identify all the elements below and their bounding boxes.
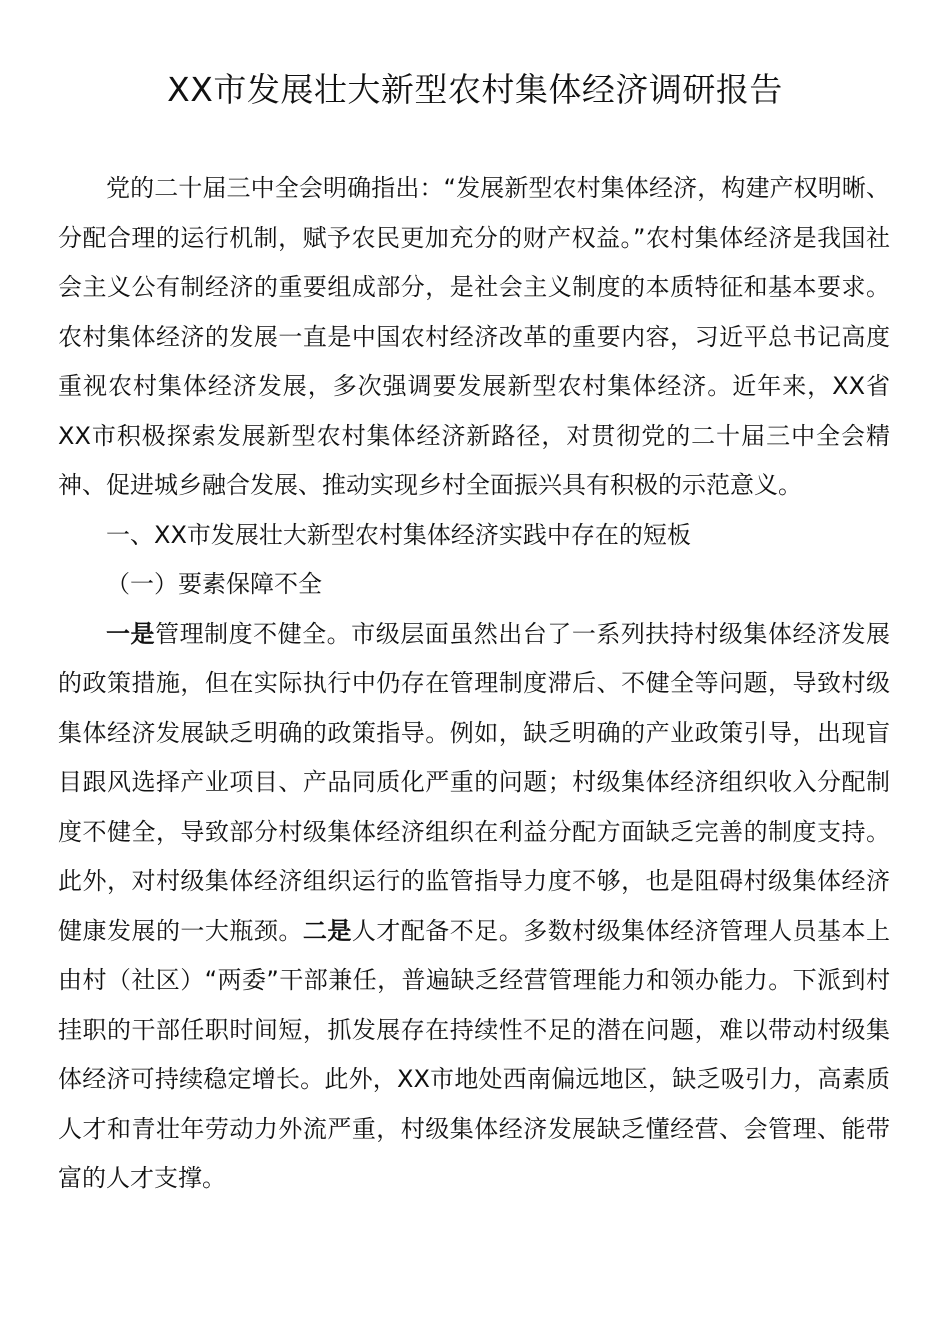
- document-body: [58, 164, 890, 1204]
- point-2-text: 人才配备不足。多数村级集体经济管理人员基本上由村（社区）“两委”干部兼任，普遍缺乏经营管理能力和领办能力。下派到村挂职的干部任职时间短，抓发展存在持续性不足的潜在问题，难以带动村级集体经济可持续稳定增长。此外，XX市地处西南偏远地区，缺乏吸引力，高素质人才和青壮年劳动力外流严重，村级集体经济发展缺乏懂经营、会管理、能带富的人才支撑。: [58, 916, 891, 1192]
- point-1-label: 一是: [106, 619, 156, 648]
- intro-paragraph: 党的二十届三中全会明确指出：“发展新型农村集体经济，构建产权明晰、分配合理的运行机制，赋予农民更加充分的财产权益。”农村集体经济是我国社会主义公有制经济的重要组成部分，是社会主义制度的本质特征和基本要求。农村集体经济的发展一直是中国农村经济改革的重要内容，习近平总书记高度重视农村集体经济发展，多次强调要发展新型农村集体经济。近年来，XX省XX市积极探索发展新型农村集体经济新路径，对贯彻党的二十届三中全会精神、促进城乡融合发展、推动实现乡村全面振兴具有积极的示范意义。: [58, 174, 890, 499]
- point-2-label: 二是: [302, 916, 352, 945]
- point-1-text: 管理制度不健全。市级层面虽然出台了一系列扶持村级集体经济发展的政策措施，但在实际执行中仍存在管理制度滞后、不健全等问题，导致村级集体经济发展缺乏明确的政策指导。例如，缺乏明确的产业政策引导，出现盲目跟风选择产业项目、产品同质化严重的问题；村级集体经济组织收入分配制度不健全，导致部分村级集体经济组织在利益分配方面缺乏完善的制度支持。此外，对村级集体经济组织运行的监管指导力度不够，也是阻碍村级集体经济健康发展的一大瓶颈。: [58, 619, 891, 945]
- findings-paragraph: [58, 610, 890, 1204]
- subsection-1-heading: （一）要素保障不全: [106, 570, 322, 598]
- document-title: XX市发展壮大新型农村集体经济调研报告: [167, 70, 783, 109]
- section-1-heading: 一、XX市发展壮大新型农村集体经济实践中存在的短板: [106, 520, 691, 549]
